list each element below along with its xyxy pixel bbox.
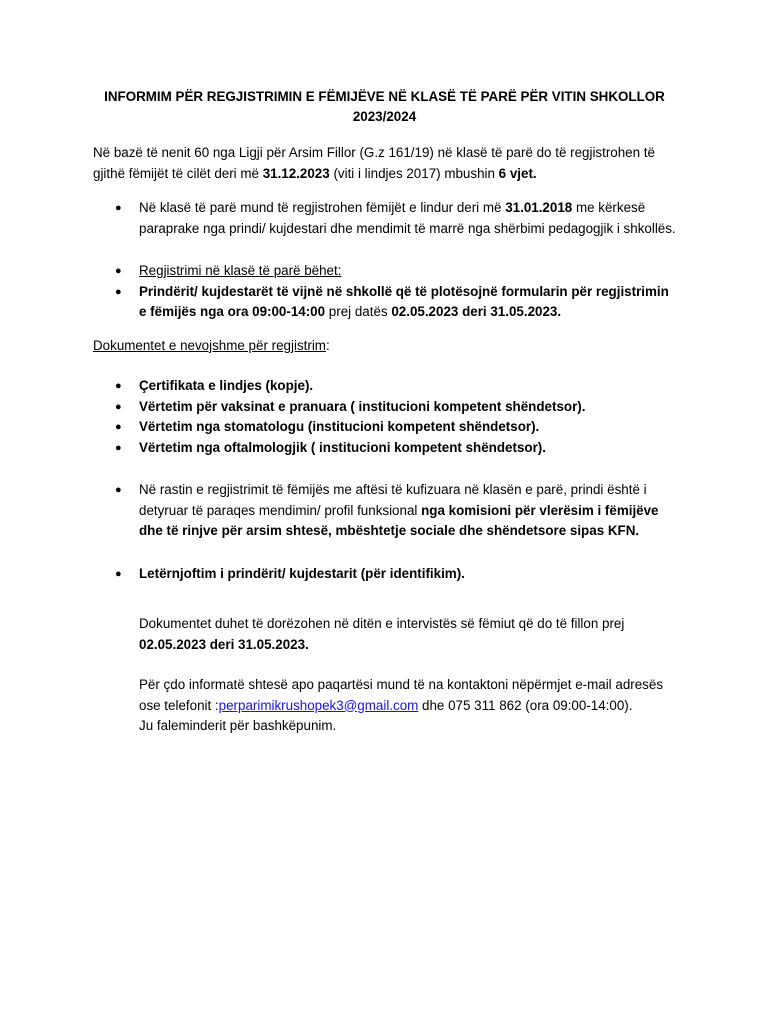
title-line-1: INFORMIM PËR REGJISTRIMIN E FËMIJËVE NË KLASË TË PARË PËR VITIN SHKOLLOR [104,89,665,104]
list-item [93,417,676,438]
intro-text-2: (viti i lindjes 2017) mbushin [329,165,499,181]
bullet3-text-1: Prindërit/ kujdestarët të vijnë në shkollë që të plotësojnë formularin për regjistrimin e fëmijës nga ora 09:00-14:00 [139,283,669,319]
doc-item-vaccines: Vërtetim për vaksinat e pranuara ( institucioni kompetent shëndetsor). [139,398,586,414]
bullet-icon: ● [115,400,122,413]
bullet-icon: ● [115,265,122,277]
registration-heading: Regjistrimi në klasë të parë bëhet: [139,263,342,278]
docs-heading-colon: : [325,337,330,353]
bullet3-dates: 02.05.2023 deri 31.05.2023. [391,304,562,319]
intro-text-1: Në bazë të nenit 60 nga Ligji për Arsim Fillor (G.z 161/19) në klasë të parë do të regjistrohen të gjithë fëmijët të cilët deri më [93,145,655,181]
thanks-line: Ju faleminderit për bashkëpunim. [139,718,337,733]
bullet-registration-heading [93,261,676,282]
list-item [93,397,676,418]
contact-text-1: Për çdo informatë shtesë apo paqartësi mund të na kontaktoni nëpërmjet e-mail adresës ose telefonit : [139,677,664,713]
docs-heading [93,336,676,357]
bullet-parents-form [93,282,676,323]
bullet1-date: 31.01.2018 [505,200,573,215]
list-item [93,376,676,397]
doc-item-birth-certificate: Çertifikata e lindjes (kopje). [139,378,314,393]
contact-paragraph [93,675,676,716]
bullet-icon: ● [115,285,122,298]
bullet-icon: ● [115,380,122,392]
doc-item-ophthalmology: Vërtetim nga oftalmologjik ( institucioni kompetent shëndetsor). [139,439,546,455]
bullet-early-registration [93,198,676,239]
title-line-2: 2023/2024 [352,109,417,124]
email-link[interactable]: perparimikrushopek3@gmail.com [218,697,419,713]
bullet-id-card [93,564,676,585]
submit-paragraph [93,614,676,655]
bullet-icon: ● [115,484,122,496]
bullet-disability [93,480,676,542]
doc-item-dentist: Vërtetim nga stomatologu (institucioni kompetent shëndetsor). [139,419,540,434]
bullet-icon: ● [115,421,122,433]
docs-heading-text: Dokumentet e nevojshme për regjistrim [93,337,326,353]
bullet1-text-1: Në klasë të parë mund të regjistrohen fëmijët e lindur deri më [139,200,506,215]
submit-dates: 02.05.2023 deri 31.05.2023. [139,636,309,652]
disability-text-1: Në rastin e regjistrimit të fëmijës me aftësi të kufizuara në klasën e parë, prindi është i detyruar të paraqes mendimin/ profil funksional [139,482,647,518]
bullet-icon: ● [115,202,122,214]
bullet1-text-2: me kërkesë paraprake nga prindi/ kujdestari dhe mendimit të marrë nga shërbimi pedagogjik i shkollës. [139,200,676,236]
disability-text-2: nga komisioni për vlerësim i fëmijëve dhe të rinjve për arsim shtesë, mbështetje sociale dhe shëndetsore sipas KFN. [139,502,659,538]
bullet-icon: ● [115,567,122,580]
intro-paragraph [93,143,676,184]
bullet-icon: ● [115,441,122,454]
intro-age: 6 vjet. [498,165,537,181]
contact-text-2: dhe 075 311 862 (ora 09:00-14:00). [418,697,633,713]
bullet3-text-2: prej datës [325,304,392,319]
list-item [93,438,676,459]
document-title [93,87,676,127]
submit-text-1: Dokumentet duhet të dorëzohen në ditën e intervistës së fëmiut që do të fillon prej [139,616,625,631]
docs-list [93,376,676,458]
intro-date: 31.12.2023 [262,165,330,181]
id-card-text: Letërnjoftim i prindërit/ kujdestarit (për identifikim). [139,565,465,581]
